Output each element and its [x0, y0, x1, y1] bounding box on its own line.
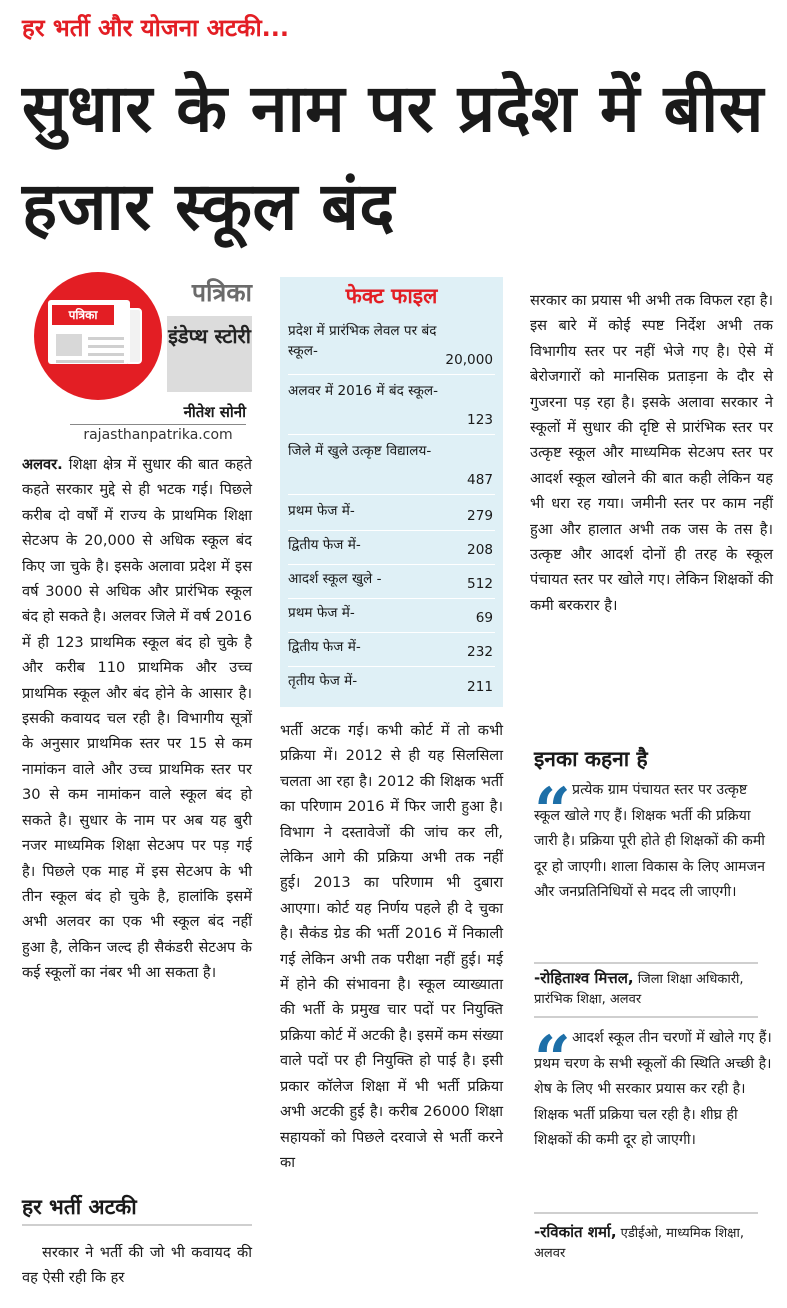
- quote-mark-icon: “: [534, 1022, 571, 1097]
- fact-row: द्वितीय फेज में- 208: [288, 535, 495, 565]
- logo-text: पत्रिका: [52, 305, 114, 325]
- fact-row: प्रथम फेज में- 69: [288, 603, 495, 633]
- quote-2: आदर्श स्कूल तीन चरणों में खोले गए हैं। प्रथम चरण के सभी स्कूलों की स्थिति अच्छी है। शेष के लिए भी सरकार प्रयास कर रही है। शिक्षक भर्ती प्रक्रिया चल रही है। शीघ्र ही शिक्षकों की कमी दूर हो जाएगी।: [534, 1030, 772, 1149]
- author-byline: नीतेश सोनी: [70, 402, 246, 425]
- website: rajasthanpatrika.com: [83, 427, 233, 443]
- section-label: इंडेप्थ स्टोरी: [167, 316, 252, 392]
- kicker: हर भर्ती और योजना अटकी...: [22, 14, 290, 42]
- article-column-1: [22, 452, 252, 986]
- fact-row: प्रथम फेज में- 279: [288, 501, 495, 531]
- quote-1: प्रत्येक ग्राम पंचायत स्तर पर उत्कृष्ट स्कूल खोले गए हैं। शिक्षक भर्ती की प्रक्रिया जारी है। प्रक्रिया पूरी होते ही शिक्षकों की कमी दूर हो जाएगी। शाला विकास के लिए आमजन और जनप्रतिनिधियों से मदद ली जाएगी।: [534, 782, 765, 901]
- fact-row: आदर्श स्कूल खुले - 512: [288, 569, 495, 599]
- article-column-3: सरकार का प्रयास भी अभी तक विफल रहा है। इस बारे में कोई स्पष्ट निर्देश अभी तक विभागीय स्तर पर नहीं भेजे गए है। ऐसे में बेरोजगारों को मानसिक प्रताड़ना के दौर से गुजरना पड़ रहा है। इसके अलावा सरकार ने स्कूलों में सुधार की दृष्टि से प्रारंभिक स्तर पर उत्कृष्ट स्कूल और माध्यमिक सेटअप स्तर पर आदर्श स्कूल खोलने की बात कही लेकिन यह भी धरा रह गया। जमीनी स्तर पर काम नहीं हुआ और हालात अभी तक जस के तस है। उत्कृष्ट और आदर्श दोनों ही तरह के स्कूल पंचायत स्तर पर खोले गए। लेकिन शिक्षकों की कमी बरकरार है।: [530, 292, 773, 614]
- article-column-2: भर्ती अटक गई। कभी कोर्ट में तो कभी प्रक्रिया में। 2012 से ही यह सिलसिला चलता आ रहा है। 2012 की शिक्षक भर्ती का परिणाम 2016 में फिर जारी हुआ है। विभाग ने दस्तावेजों की जांच कर ली, लेकिन आगे की प्रक्रिया अभी तक नहीं हुई। 2013 का परिणाम भी दुबारा आएगा। कोर्ट यह निर्णय पहले ही दे चुका है। सैकंड ग्रेड की भर्ती 2016 में निकाली गई लेकिन अभी तक परीक्षा नहीं हुई। मई में होने की संभावना है। स्कूल व्याख्याता की भर्ती के प्रमुख चार पदों पर नियुक्ति प्रक्रिया कोर्ट में अटकी है। इसमें कम संख्या वाले पदों पर ही नियुक्ति हो पाई है। इसी प्रकार कॉलेज शिक्षा में भी भर्ती प्रक्रिया अभी अटकी हुई है। करीब 26000 शिक्षा सहायकों को पिछले दरवाजे से भर्ती करने का: [280, 722, 503, 1171]
- subheading-quotes: इनका कहना है: [534, 747, 648, 771]
- column-1-text: शिक्षा क्षेत्र में सुधार की बात कहते कहते सरकार मुद्दे से ही भटक गई। पिछले करीब दो वर्षों में राज्य के प्राथमिक शिक्षा सेटअप के 20,000 से अधिक स्कूल बंद किए जा चुके है। इसके अलावा प्रदेश में इस वर्ष 3000 से अधिक और प्रारंभिक स्कूल बंद हो सकते है। अलवर जिले में वर्ष 2016 में ही 123 प्राथमिक स्कूल बंद हो चुके है और करीब 110 प्राथमिक और उच्च प्राथमिक स्कूल और बंद होने के आसार है। इसकी कवायद चल रही है। विभागीय सूत्रों के अनुसार प्राथमिक स्तर पर 15 से कम नामांकन वाले और उच्च प्राथमिक स्तर पर 30 से कम नामांकन वाले स्कूल बंद हो सकते है। सुधार के नाम पर अब यह बुरी नजर माध्यमिक शिक्षा सेटअप पर पड़ गई है। पिछले एक माह में इस सेटअप के भी तीन स्कूल बंद हो चुके है, हालांकि इसमें अभी अलवर का एक भी स्कूल बंद नहीं हुआ है, लेकिन जल्द ही सैकंडरी सेटअप के कई स्कूलों का नंबर भी आ सकता है।: [22, 456, 252, 982]
- fact-file-box: [280, 277, 503, 707]
- quote-2-attribution: -रविकांत शर्मा, एडीईओ, माध्यमिक शिक्षा, अलवर: [534, 1223, 744, 1261]
- fact-row: प्रदेश में प्रारंभिक लेवल पर बंद स्कूल- 20,000: [288, 321, 495, 375]
- fact-file-title: फेक्ट फाइल: [345, 284, 438, 308]
- quote-mark-icon: “: [534, 774, 571, 849]
- dateline: अलवर.: [22, 456, 63, 473]
- column-1-continued: सरकार ने भर्ती की जो भी कवायद की वह ऐसी रही कि हर: [22, 1244, 252, 1287]
- fact-row: तृतीय फेज में- 211: [288, 673, 493, 695]
- headline: सुधार के नाम पर प्रदेश में बीस हजार स्कूल बंद: [22, 70, 764, 245]
- quote-1-attribution: -रोहिताश्व मित्तल, जिला शिक्षा अधिकारी, प्रारंभिक शिक्षा, अलवर: [534, 969, 744, 1007]
- brand-name: पत्रिका: [191, 278, 252, 307]
- fact-row: जिले में खुले उत्कृष्ट विद्यालय- 487: [288, 441, 495, 495]
- subheading-recruitment: हर भर्ती अटकी: [22, 1192, 252, 1226]
- fact-row: अलवर में 2016 में बंद स्कूल- 123: [288, 381, 495, 435]
- fact-row: द्वितीय फेज में- 232: [288, 637, 495, 667]
